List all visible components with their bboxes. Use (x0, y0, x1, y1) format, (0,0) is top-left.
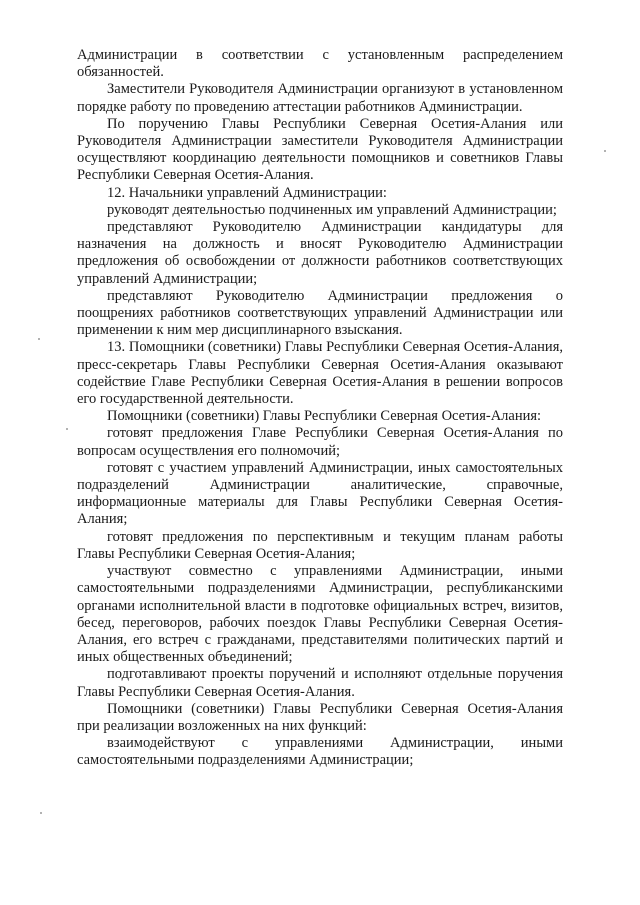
paragraph: 12. Начальники управлений Администрации: (107, 184, 387, 201)
paragraph: представляют Руководителю Администрации предложения о поощрениях работников соответствующих управлений Администрации или применении к ним мер дисциплинарного взыскания. (77, 287, 563, 339)
paragraph: готовят предложения по перспективным и текущим планам работы Главы Республики Северная Осетия-Алания; (77, 528, 563, 562)
scan-speck (66, 428, 68, 430)
scan-speck (604, 150, 606, 152)
paragraph: представляют Руководителю Администрации кандидатуры для назначения на должность и вносят Руководителю Администрации предложения об освобождении от должности работников соответствующих управлений Администрации; (77, 219, 563, 287)
paragraph: подготавливают проекты поручений и исполняют отдельные поручения Главы Республики Северная Осетия-Алания. (77, 666, 563, 700)
paragraph: руководят деятельностью подчиненных им управлений Администрации; (107, 201, 557, 218)
paragraph: участвуют совместно с управлениями Администрации, иными самостоятельными подразделениями Администрации, республиканскими органами исполнительной власти в подготовке официальных встреч, визитов, бесед, переговоров, рабочих поездок Главы Республики Северная Осетия-Алания, его встреч с гражданами, представителями политических партий и иных общественных объединений; (77, 563, 563, 666)
paragraph: Заместители Руководителя Администрации организуют в установленном порядке работу по проведению аттестации работников Администрации. (77, 81, 563, 115)
paragraph: Помощники (советники) Главы Республики Северная Осетия-Алания: (107, 408, 542, 425)
scan-speck (40, 812, 42, 814)
paragraph: Помощники (советники) Главы Республики Северная Осетия-Алания при реализации возложенных на них функций: (77, 700, 563, 734)
paragraph: готовят с участием управлений Администрации, иных самостоятельных подразделений Администрации аналитические, справочные, информационные материалы для Главы Республики Северная Осетия-Алания; (77, 459, 563, 528)
paragraph: По поручению Главы Республики Северная Осетия-Алания или Руководителя Администрации заместители Руководителя Администрации осуществляют координацию деятельности помощников и советников Главы Республики Северная Осетия-Алания. (77, 115, 563, 184)
paragraph: взаимодействуют с управлениями Администрации, иными самостоятельными подразделениями Администрации; (77, 735, 563, 769)
paragraph: готовят предложения Главе Республики Северная Осетия-Алания по вопросам осуществления его полномочий; (77, 425, 563, 459)
document-body (77, 47, 563, 770)
paragraph: 13. Помощники (советники) Главы Республики Северная Осетия-Алания, пресс-секретарь Главы Республики Северная Осетия-Алания оказывают содействие Главе Республики Северная Осетия-Алания в решении вопросов его государственной деятельности. (77, 339, 563, 408)
scan-speck (38, 338, 40, 340)
paragraph: Администрации в соответствии с установленным распределением обязанностей. (77, 47, 563, 81)
